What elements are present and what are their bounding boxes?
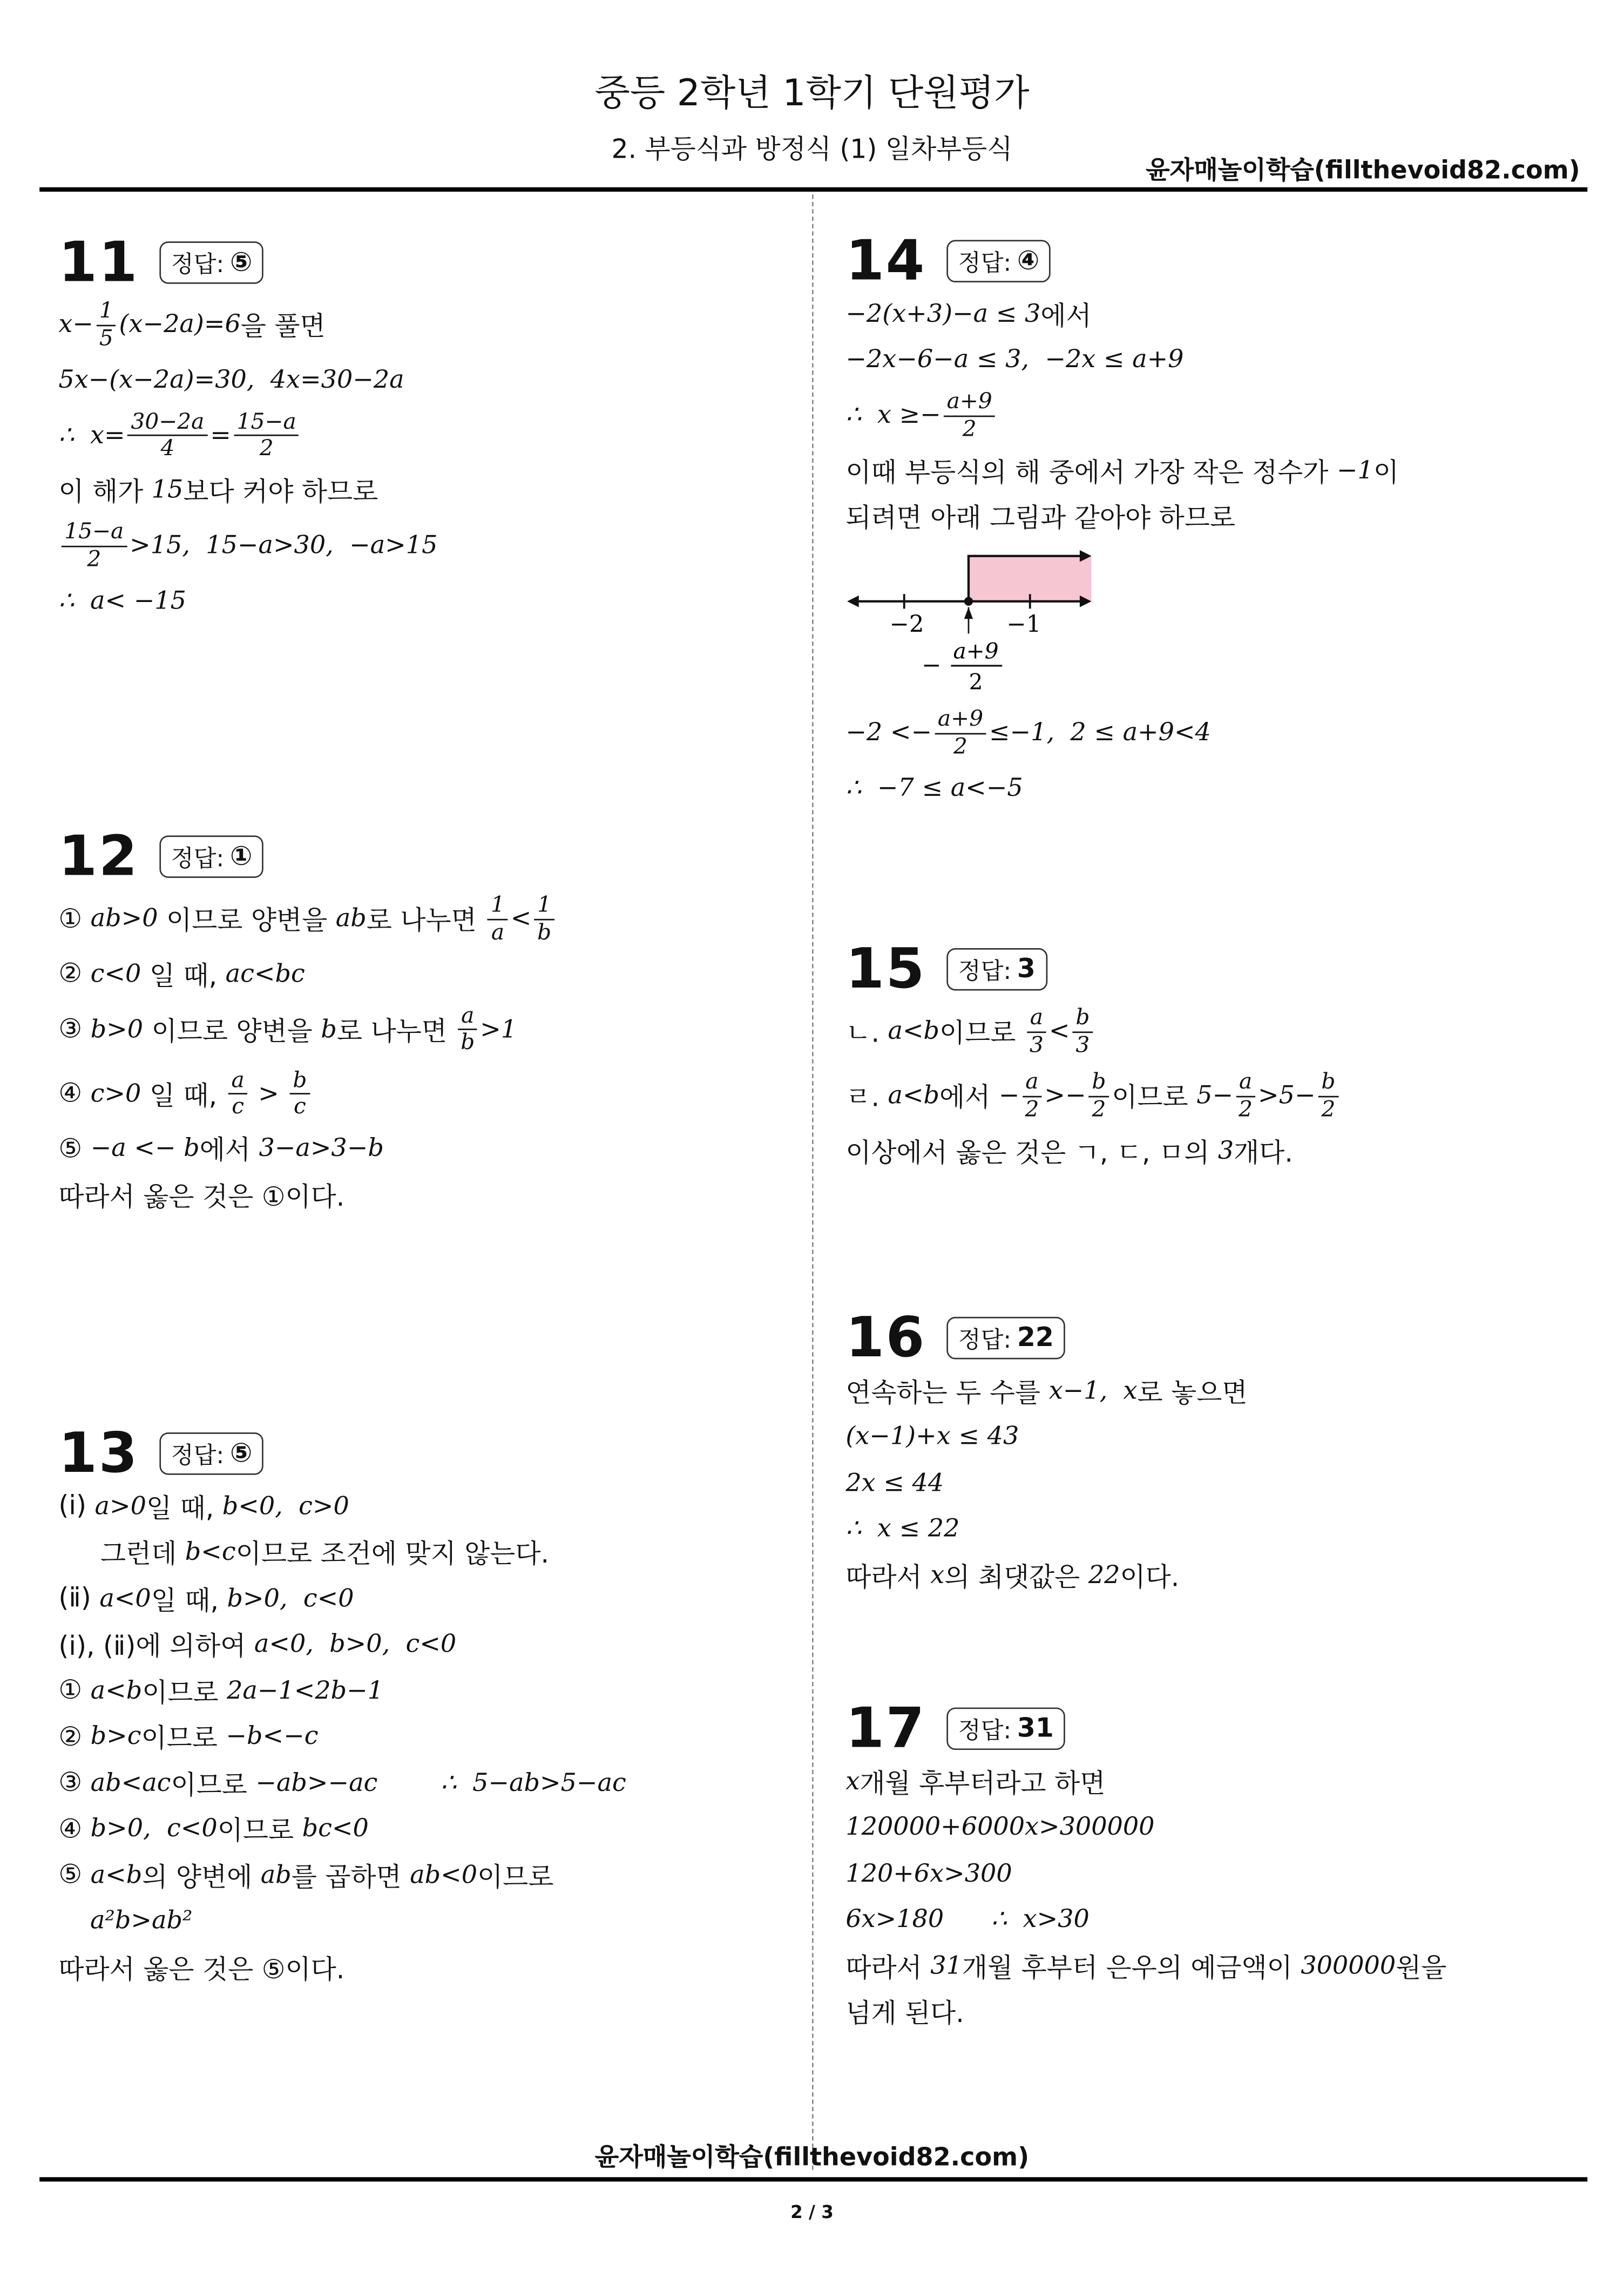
text: ④ — [58, 1078, 91, 1110]
solution-line — [58, 1484, 790, 1530]
solution-line — [58, 1126, 790, 1172]
problem-header — [58, 1422, 790, 1484]
fraction — [1089, 1070, 1109, 1122]
math-text: 2a−1<2b−1 — [227, 1676, 384, 1706]
fraction — [944, 390, 995, 442]
fraction-numerator: 15−a — [62, 520, 127, 546]
problem-header — [845, 229, 1577, 291]
text: 이므로 — [1112, 1083, 1197, 1114]
text: 되려면 아래 그림과 같아야 하므로 — [845, 503, 1236, 535]
answer-value: 31 — [1017, 1712, 1054, 1743]
math-text: 120+6x>300 — [845, 1859, 1012, 1889]
math-text: > — [250, 1079, 287, 1108]
math-text: >− — [1044, 1081, 1086, 1111]
math-text: a>0 — [94, 1492, 146, 1522]
math-text: b>0 — [90, 1015, 144, 1044]
answer-label: 정답: — [958, 248, 1012, 276]
text: 의 최댓값은 — [944, 1562, 1088, 1593]
text: 이므로 — [171, 1770, 256, 1801]
fraction-numerator: a — [1027, 1005, 1046, 1032]
math-text: 31 — [930, 1951, 962, 1981]
solution-line — [58, 403, 790, 468]
answer-box — [946, 1707, 1066, 1749]
math-text: −a <− b — [90, 1134, 200, 1164]
text: 이므로 양변을 — [158, 905, 336, 937]
fraction-denominator: 4 — [160, 434, 175, 461]
problem-header — [845, 1307, 1577, 1368]
math-text: b>0, c<0 — [227, 1584, 354, 1614]
fraction-denominator: 2 — [962, 415, 977, 442]
text: 이때 부등식의 해 중에서 가장 작은 정수가 — [845, 457, 1337, 489]
solution-line — [845, 1759, 1577, 1804]
fraction-numerator: a — [228, 1068, 247, 1094]
math-text: ∴ x= — [58, 421, 125, 450]
solution-line — [58, 1668, 790, 1714]
answer-label: 정답: — [958, 1324, 1012, 1353]
fraction — [228, 1068, 247, 1120]
math-text: ∴ x ≤ 22 — [845, 1515, 960, 1544]
problem-11 — [58, 231, 790, 624]
fraction-numerator: 15−a — [234, 409, 299, 436]
fraction — [1318, 1070, 1338, 1122]
text: 원을 — [1396, 1953, 1447, 1984]
answer-value: 3 — [1017, 953, 1036, 984]
math-text: 120000+6000x>300000 — [845, 1813, 1155, 1843]
text: 이므로 — [142, 1678, 227, 1709]
solution-line — [58, 1530, 790, 1576]
solution-line — [845, 337, 1577, 383]
problem-number: 11 — [58, 229, 139, 294]
math-text: c<0 — [90, 959, 141, 989]
solution-line — [845, 1128, 1577, 1174]
solution-line — [58, 357, 790, 403]
page-title: 중등 2학년 1학기 단원평가 — [594, 71, 1030, 114]
math-text: x− — [58, 310, 94, 340]
fraction-numerator: a — [458, 1003, 477, 1030]
boundary-point — [964, 597, 973, 606]
fraction — [1073, 1005, 1093, 1057]
text: ④ — [58, 1814, 91, 1845]
solution-line — [845, 1368, 1577, 1414]
text: 넘게 된다. — [845, 1999, 964, 2030]
text: 그런데 — [58, 1539, 185, 1571]
math-text: ab<ac — [90, 1768, 171, 1798]
text: 연속하는 두 수를 — [845, 1378, 1049, 1409]
problem-header — [58, 825, 790, 887]
answer-box — [946, 239, 1051, 282]
text: ⑤ — [58, 1860, 91, 1891]
point-label-numerator: a+9 — [953, 638, 999, 664]
solution-line — [58, 1852, 790, 1898]
fraction-numerator: a+9 — [935, 707, 986, 734]
number-line-diagram — [845, 549, 1109, 695]
fraction — [488, 893, 508, 945]
math-text: ab<0 — [410, 1861, 478, 1890]
text: 개월 후부터라고 하면 — [860, 1768, 1106, 1800]
math-text: − — [998, 1081, 1020, 1111]
problem-number: 12 — [58, 823, 139, 888]
solution-line — [58, 513, 790, 578]
solution-line — [845, 448, 1577, 493]
text: 일 때, — [141, 1080, 226, 1112]
fraction-denominator: 2 — [259, 434, 274, 461]
solution-line — [845, 1064, 1577, 1128]
text: 로 나누면 — [336, 1016, 456, 1047]
text: 에서 — [939, 1083, 999, 1114]
fraction-numerator: 30−2a — [128, 409, 207, 436]
answer-value: ④ — [1017, 245, 1040, 276]
math-text: < — [1048, 1017, 1070, 1046]
fraction-denominator: c — [293, 1093, 306, 1120]
problem-header — [58, 231, 790, 293]
problem-number: 14 — [845, 228, 926, 293]
problem-header — [845, 938, 1577, 999]
solution-line — [845, 1851, 1577, 1897]
site-credit: 윤자매놀이학습(fillthevoid82.com) — [1146, 156, 1580, 186]
text: 이다. — [1120, 1562, 1180, 1593]
solution-line — [58, 1576, 790, 1622]
footer-site-credit: 윤자매놀이학습(fillthevoid82.com) — [594, 2144, 1030, 2173]
math-text: 300000 — [1301, 1951, 1396, 1981]
math-text: (x−2a)=6 — [119, 310, 241, 340]
solution-line — [845, 1897, 1577, 1943]
solution-line — [58, 1898, 790, 1944]
fraction — [534, 893, 554, 945]
math-text: ab — [260, 1861, 292, 1890]
text: ㄹ. — [845, 1083, 888, 1114]
math-text: a<b — [90, 1676, 143, 1706]
fraction-numerator: a — [1236, 1070, 1255, 1097]
solution-line — [845, 1506, 1577, 1552]
solution-line — [845, 1552, 1577, 1598]
problem-number: 15 — [845, 936, 926, 1001]
answer-label: 정답: — [171, 843, 225, 871]
text: 따라서 옳은 것은 ①이다. — [58, 1181, 345, 1213]
problem-number: 13 — [58, 1421, 139, 1485]
problem-14 — [845, 229, 1577, 811]
fraction-denominator: 3 — [1029, 1031, 1044, 1057]
solution-line — [58, 1760, 790, 1806]
footer-rule — [39, 2177, 1587, 2181]
fraction-denominator: 2 — [1092, 1095, 1106, 1122]
math-text: b<c — [185, 1538, 236, 1567]
math-text: x — [845, 1767, 860, 1797]
fraction-numerator: a — [1023, 1070, 1041, 1097]
math-text: ∴ x ≥− — [845, 401, 941, 430]
answer-value: 22 — [1017, 1322, 1054, 1353]
text: 따라서 옳은 것은 ⑤이다. — [58, 1954, 345, 1985]
fraction-denominator: b — [537, 918, 552, 945]
math-text: c>0 — [90, 1079, 141, 1108]
text: 이므로 — [939, 1018, 1024, 1049]
math-text: x — [930, 1560, 945, 1590]
answer-value: ① — [230, 840, 253, 871]
solution-line — [845, 1943, 1577, 1989]
problem-17 — [845, 1697, 1577, 2035]
math-text: < — [510, 904, 532, 934]
math-text: a<0 — [99, 1584, 151, 1614]
fraction — [62, 520, 127, 572]
solution-line — [58, 468, 790, 513]
math-text: >5− — [1258, 1081, 1316, 1111]
math-text: 3 — [1217, 1136, 1234, 1166]
solution-line — [58, 1714, 790, 1760]
fraction-denominator: 2 — [1321, 1095, 1336, 1122]
fraction-denominator: 2 — [1025, 1095, 1039, 1122]
solution-line — [58, 1622, 790, 1668]
point-label-denominator: 2 — [969, 668, 983, 695]
text: 이므로 — [477, 1862, 554, 1893]
math-text: a<b — [888, 1081, 940, 1111]
math-text: >15, 15−a>30, −a>15 — [130, 531, 438, 560]
math-text: ∴ −7 ≤ a<−5 — [845, 773, 1023, 803]
math-text: ab>0 — [90, 904, 158, 934]
text: 일 때, — [141, 961, 226, 992]
text: ㄴ. — [845, 1018, 888, 1049]
fraction — [1027, 1005, 1046, 1057]
text: ③ — [58, 1013, 91, 1045]
text: 따라서 — [845, 1562, 931, 1593]
solution-line — [845, 1414, 1577, 1460]
math-text: 5x−(x−2a)=30, 4x=30−2a — [58, 365, 404, 395]
answer-value: ⑤ — [230, 1437, 253, 1469]
fraction-denominator: 5 — [99, 324, 113, 351]
text: 개다. — [1234, 1138, 1293, 1169]
math-text: −2(x+3)−a ≤ 3 — [845, 299, 1041, 329]
math-text: −ab>−ac ∴ 5−ab>5−ac — [255, 1768, 626, 1798]
fraction-numerator: b — [1318, 1070, 1338, 1097]
math-text: ab — [335, 904, 367, 934]
text: 를 곱하면 — [291, 1862, 410, 1893]
text: ② — [58, 958, 91, 990]
page-subtitle: 2. 부등식과 방정식 (1) 일차부등식 — [611, 134, 1013, 166]
text: 로 놓으면 — [1137, 1378, 1248, 1409]
math-text: 5− — [1196, 1081, 1234, 1111]
math-text: = — [210, 421, 231, 450]
math-text: a²b>ab² — [58, 1906, 193, 1936]
text: 일 때, — [146, 1493, 222, 1525]
problem-header — [845, 1697, 1577, 1759]
problem-13 — [58, 1422, 790, 1991]
text: ① — [58, 1675, 91, 1707]
math-text: −2 <− — [845, 718, 932, 748]
fraction — [96, 299, 116, 350]
fraction-denominator: b — [461, 1029, 475, 1055]
solution-line — [58, 1172, 790, 1218]
answer-value: ⑤ — [230, 246, 253, 278]
point-label-minus: − — [922, 652, 942, 679]
answer-box — [946, 948, 1047, 990]
text: 이므로 조건에 맞지 않는다. — [235, 1539, 550, 1571]
text: 이므로 — [217, 1816, 302, 1847]
problem-number: 17 — [845, 1695, 926, 1761]
solution-line — [58, 1944, 790, 1990]
solution-line — [845, 999, 1577, 1064]
fraction-denominator: c — [232, 1093, 245, 1120]
answer-box — [159, 835, 264, 877]
text: (ⅰ) — [58, 1491, 95, 1522]
problem-16 — [845, 1307, 1577, 1599]
fraction-denominator: 2 — [953, 732, 967, 759]
solution-line — [58, 578, 790, 624]
text: ③ — [58, 1768, 91, 1799]
math-text: x−1, x — [1048, 1376, 1138, 1406]
text: 일 때, — [151, 1585, 227, 1617]
text: 이므로 — [141, 1723, 226, 1755]
fraction — [290, 1068, 310, 1120]
arrow-head-left — [847, 596, 859, 607]
problem-15 — [845, 938, 1577, 1174]
math-text: ≤−1, 2 ≤ a+9<4 — [989, 718, 1211, 748]
fraction — [128, 409, 207, 461]
text: 에서 — [199, 1135, 259, 1167]
header-rule — [39, 187, 1587, 192]
answer-label: 정답: — [958, 1715, 1012, 1743]
math-text: b<0, c>0 — [222, 1492, 349, 1522]
fraction — [1023, 1070, 1041, 1122]
text: 이상에서 옳은 것은 ㄱ, ㄷ, ㅁ의 — [845, 1138, 1218, 1169]
fraction-numerator: 1 — [488, 893, 508, 919]
math-text: 15 — [151, 476, 184, 505]
solution-line — [58, 293, 790, 357]
math-text: 6x>180 ∴ x>30 — [845, 1905, 1090, 1935]
math-text: a<b — [888, 1017, 940, 1046]
fraction — [234, 409, 299, 461]
math-text: −2x−6−a ≤ 3, −2x ≤ a+9 — [845, 346, 1184, 375]
text: 을 풀면 — [240, 312, 326, 343]
math-text: ∴ a< −15 — [58, 586, 186, 616]
number-line-figure — [845, 549, 1577, 695]
solution-line — [845, 494, 1577, 540]
answer-box — [159, 1432, 264, 1475]
math-text: (x−1)+x ≤ 43 — [845, 1422, 1019, 1452]
solution-line — [58, 887, 790, 951]
text: 에서 — [1040, 301, 1092, 332]
answer-label: 정답: — [171, 1440, 225, 1469]
problem-12 — [58, 825, 790, 1218]
fraction-numerator: b — [290, 1068, 310, 1094]
math-text: a<0, b>0, c<0 — [254, 1630, 457, 1660]
text: ① — [58, 903, 91, 935]
text: 이므로 양변을 — [143, 1016, 321, 1047]
solution-line — [845, 1460, 1577, 1506]
solution-line — [58, 1806, 790, 1852]
fraction-numerator: 1 — [534, 893, 554, 919]
fraction-numerator: b — [1073, 1005, 1093, 1032]
fraction — [1236, 1070, 1255, 1122]
answer-label: 정답: — [171, 249, 225, 278]
text: 보다 커야 하므로 — [183, 477, 378, 509]
math-text: ac<bc — [225, 959, 305, 989]
math-text: >1 — [480, 1015, 517, 1044]
math-text: b — [321, 1015, 337, 1044]
text: ⑤ — [58, 1133, 91, 1165]
problem-number: 16 — [845, 1305, 926, 1370]
solution-line — [845, 1989, 1577, 2035]
fraction-numerator: b — [1089, 1070, 1109, 1097]
fraction-denominator: 3 — [1075, 1031, 1090, 1057]
text: (ⅱ) — [58, 1583, 100, 1614]
solution-line — [58, 1062, 790, 1126]
math-text: b>0, c<0 — [90, 1814, 218, 1844]
math-text: 3−a>3−b — [259, 1134, 384, 1164]
answer-label: 정답: — [958, 956, 1012, 984]
solution-line — [58, 997, 790, 1062]
fraction-denominator: a — [491, 918, 505, 945]
math-text: 2x ≤ 44 — [845, 1469, 944, 1498]
math-text: 22 — [1088, 1560, 1120, 1590]
text: (ⅰ), (ⅱ)에 의하여 — [58, 1632, 254, 1663]
text: 따라서 — [845, 1953, 931, 1984]
text: 이 해가 — [58, 477, 152, 509]
fraction-denominator: 2 — [1239, 1095, 1253, 1122]
solution-line — [845, 1805, 1577, 1851]
solution-line — [845, 383, 1577, 448]
label-minus-1: −1 — [1006, 611, 1041, 638]
text: 의 양변에 — [142, 1862, 261, 1893]
pointer-arrow-head — [964, 607, 973, 619]
fraction — [935, 707, 986, 759]
solution-line — [845, 291, 1577, 337]
label-minus-2: −2 — [889, 611, 924, 638]
text: 개월 후부터 은우의 예금액이 — [962, 1953, 1301, 1984]
fraction-denominator: 2 — [87, 545, 102, 572]
math-text: −1 — [1336, 456, 1373, 486]
solution-line — [845, 765, 1577, 811]
math-text: a<b — [90, 1861, 143, 1890]
math-text: −b<−c — [226, 1722, 319, 1752]
text: ② — [58, 1721, 91, 1753]
math-text: b>c — [90, 1722, 141, 1752]
solution-line — [58, 951, 790, 997]
page-number: 2 / 3 — [790, 2202, 834, 2223]
text: 이 — [1373, 457, 1399, 489]
answer-box — [159, 241, 264, 283]
fraction-numerator: a+9 — [944, 390, 995, 416]
fraction — [458, 1003, 477, 1055]
solution-line — [845, 701, 1577, 765]
answer-box — [946, 1316, 1066, 1359]
math-text: bc<0 — [302, 1814, 369, 1844]
fraction-numerator: 1 — [96, 299, 116, 325]
text: 로 나누면 — [366, 905, 485, 937]
column-divider — [812, 194, 814, 2169]
